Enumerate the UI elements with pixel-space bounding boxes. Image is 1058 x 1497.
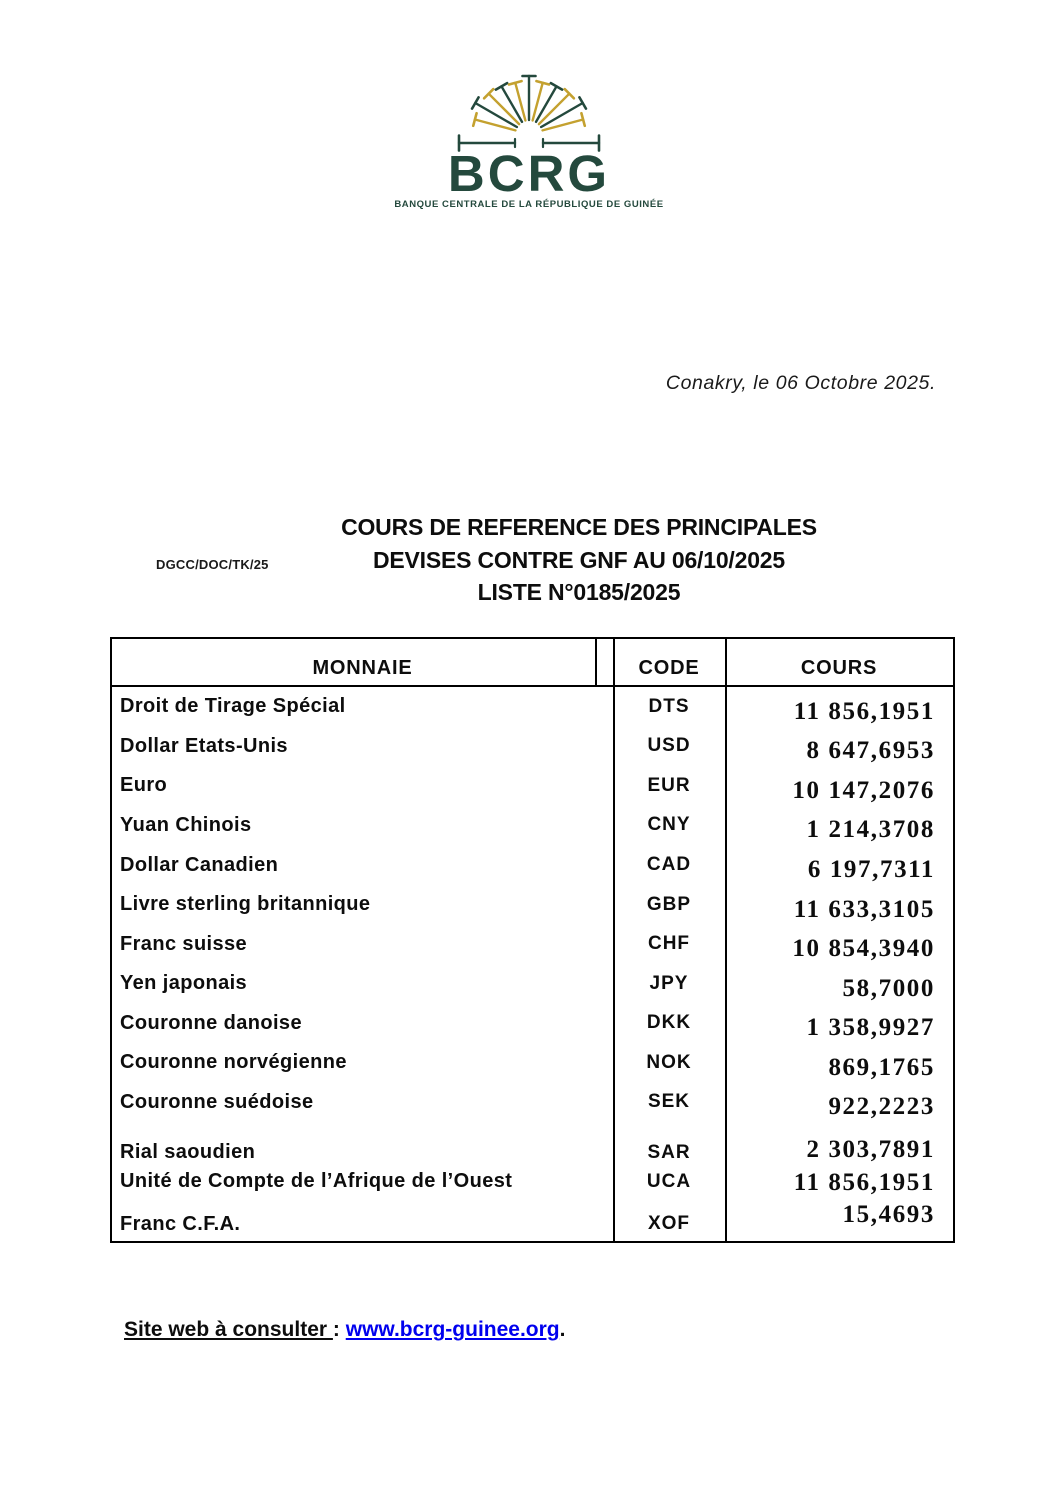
column-header-code: CODE bbox=[638, 657, 700, 679]
cours-cell: 11 856,1951 bbox=[793, 697, 935, 725]
table-row bbox=[112, 1201, 953, 1241]
title-line-1: COURS DE REFERENCE DES PRINCIPALES bbox=[341, 514, 817, 540]
cours-cell: 15,4693 bbox=[842, 1201, 935, 1229]
monnaie-cell: Franc suisse bbox=[120, 932, 248, 955]
column-header-monnaie: MONNAIE bbox=[312, 657, 413, 679]
monnaie-cell: Couronne danoise bbox=[120, 1011, 302, 1034]
code-cell: CHF bbox=[647, 933, 691, 955]
monnaie-cell: Dollar Etats-Unis bbox=[120, 734, 288, 757]
monnaie-cell: Droit de Tirage Spécial bbox=[120, 695, 346, 718]
table-row bbox=[112, 924, 953, 964]
bcrg-logo-tagline: BANQUE CENTRALE DE LA RÉPUBLIQUE DE GUINÉE bbox=[394, 199, 664, 210]
cours-cell: 11 633,3105 bbox=[793, 895, 935, 923]
code-cell: DKK bbox=[646, 1012, 692, 1034]
cours-cell: 10 147,2076 bbox=[792, 776, 935, 804]
table-row bbox=[112, 845, 953, 885]
monnaie-cell: Dollar Canadien bbox=[120, 853, 279, 876]
code-cell: CAD bbox=[646, 854, 692, 876]
table-row bbox=[112, 964, 953, 1004]
table-body bbox=[112, 687, 953, 1241]
code-cell: DTS bbox=[648, 695, 690, 717]
monnaie-cell: Couronne suédoise bbox=[120, 1090, 314, 1113]
header-extra-divider bbox=[595, 639, 597, 685]
table-row bbox=[112, 1004, 953, 1044]
code-cell: SAR bbox=[647, 1141, 691, 1163]
cours-cell: 11 856,1951 bbox=[793, 1168, 935, 1196]
code-cell: SEK bbox=[647, 1091, 691, 1113]
website-period: . bbox=[559, 1318, 566, 1341]
cours-cell: 869,1765 bbox=[828, 1053, 935, 1081]
monnaie-cell: Franc C.F.A. bbox=[120, 1212, 241, 1235]
cours-cell: 10 854,3940 bbox=[792, 935, 935, 963]
website-line bbox=[124, 1318, 565, 1342]
table-row bbox=[112, 806, 953, 846]
monnaie-cell: Unité de Compte de l’Afrique de l’Ouest bbox=[120, 1170, 513, 1193]
cours-cell: 6 197,7311 bbox=[807, 856, 935, 884]
table-row bbox=[112, 727, 953, 767]
code-cell: EUR bbox=[647, 774, 691, 796]
title-line-3: LISTE N°0185/2025 bbox=[477, 579, 681, 605]
code-cell: USD bbox=[647, 735, 691, 757]
code-cell: JPY bbox=[649, 972, 689, 994]
cours-cell: 58,7000 bbox=[842, 974, 935, 1002]
table-row bbox=[112, 1083, 953, 1123]
cours-cell: 1 214,3708 bbox=[806, 816, 935, 844]
table-row bbox=[112, 766, 953, 806]
code-cell: XOF bbox=[647, 1213, 691, 1235]
table-row bbox=[112, 885, 953, 925]
exchange-rate-table bbox=[110, 637, 955, 1243]
title-line-2: DEVISES CONTRE GNF AU 06/10/2025 bbox=[372, 546, 785, 573]
document-reference: DGCC/DOC/TK/25 bbox=[156, 557, 269, 572]
monnaie-cell: Livre sterling britannique bbox=[120, 893, 371, 916]
cours-cell: 1 358,9927 bbox=[806, 1014, 935, 1042]
monnaie-cell: Yen japonais bbox=[120, 972, 248, 995]
code-cell: CNY bbox=[647, 814, 691, 836]
website-label: Site web à consulter bbox=[124, 1318, 333, 1341]
monnaie-cell: Couronne norvégienne bbox=[120, 1051, 347, 1074]
website-separator: : bbox=[332, 1318, 346, 1341]
table-row bbox=[112, 1162, 953, 1202]
monnaie-cell: Euro bbox=[120, 774, 168, 797]
document-title bbox=[299, 511, 859, 609]
table-row bbox=[112, 1043, 953, 1083]
date-line: Conakry, le 06 Octobre 2025. bbox=[665, 372, 936, 394]
cours-cell: 8 647,6953 bbox=[806, 737, 935, 765]
column-header-cours: COURS bbox=[800, 657, 878, 679]
table-header-row bbox=[112, 639, 953, 685]
code-cell: NOK bbox=[646, 1051, 692, 1073]
table-row bbox=[112, 687, 953, 727]
code-cell: GBP bbox=[646, 893, 692, 915]
code-cell: UCA bbox=[646, 1170, 692, 1192]
website-link[interactable]: www.bcrg-guinee.org bbox=[345, 1318, 560, 1341]
cours-cell: 922,2223 bbox=[828, 1093, 935, 1121]
monnaie-cell: Yuan Chinois bbox=[120, 813, 252, 836]
table-row bbox=[112, 1122, 953, 1162]
cours-cell: 2 303,7891 bbox=[806, 1135, 935, 1163]
bcrg-logo-acronym: BCRG bbox=[447, 145, 611, 202]
monnaie-cell: Rial saoudien bbox=[120, 1141, 256, 1164]
